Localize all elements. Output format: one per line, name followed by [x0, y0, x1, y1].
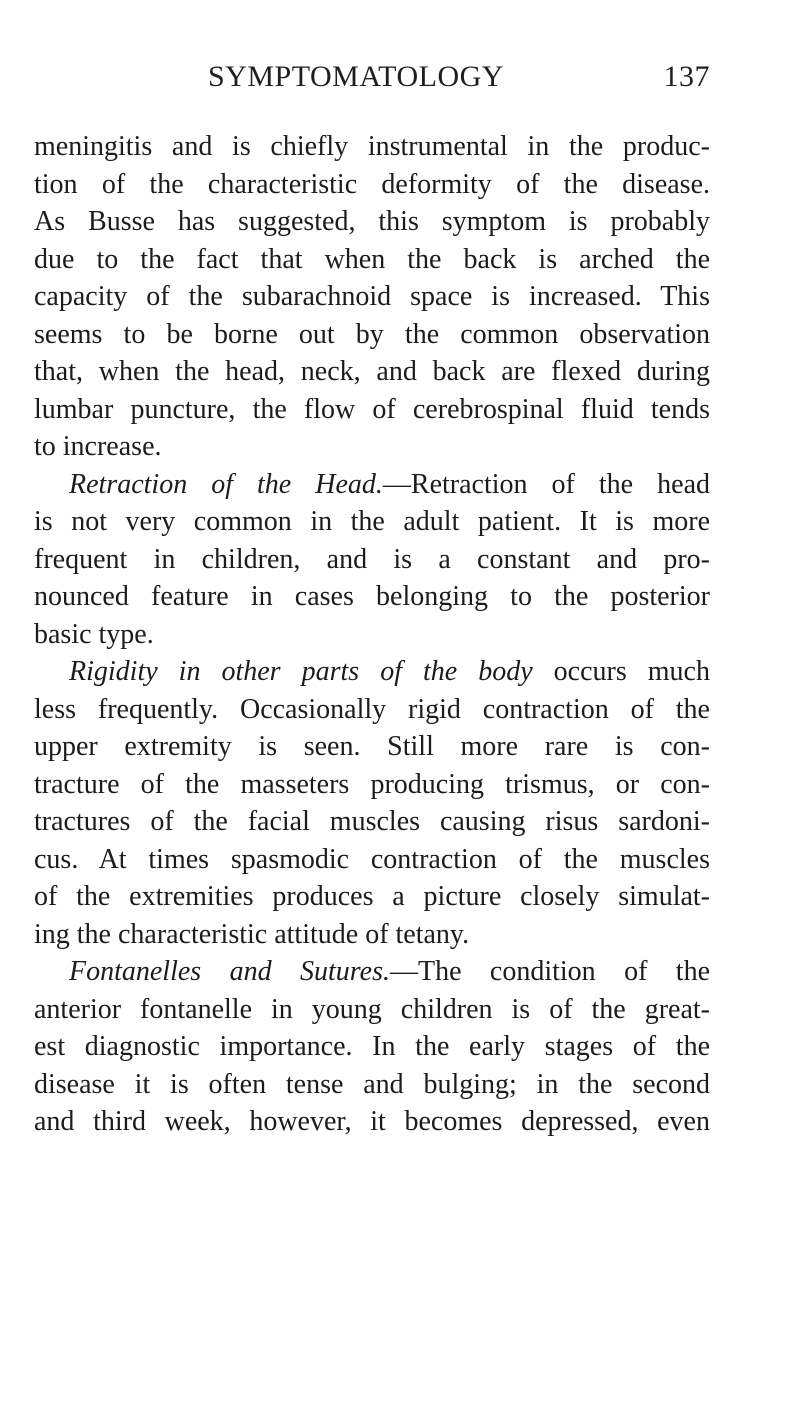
text-line: basic type.	[34, 618, 154, 650]
text-fragment: occurs much	[532, 656, 710, 687]
text-line: capacity of the subarachnoid space is increased. This	[34, 281, 710, 312]
text-line: nounced feature in cases belonging to the posterior	[34, 581, 710, 612]
running-head	[36, 60, 710, 104]
text-line: upper extremity is seen. Still more rare is con-	[34, 731, 710, 762]
paragraph-first-line	[34, 653, 710, 691]
text-line: est diagnostic importance. In the early stages of the	[34, 1031, 710, 1062]
text-line: of the extremities produces a picture closely simulat-	[34, 881, 710, 912]
body-text	[34, 128, 710, 1141]
section-heading-rigidity: Rigidity in other parts of the body	[69, 656, 533, 687]
text-line: frequent in children, and is a constant and pro-	[34, 543, 710, 575]
text-line: lumbar puncture, the flow of cerebrospinal fluid tends	[34, 393, 710, 425]
chapter-title: SYMPTOMATOLOGY	[208, 60, 504, 93]
paragraph-first-line	[34, 953, 710, 991]
text-line: and third week, however, it becomes depressed, even	[34, 1106, 710, 1137]
text-fragment: —Retraction of the head	[382, 468, 710, 500]
text-line: ing the characteristic attitude of tetany.	[34, 918, 470, 950]
text-line: tracture of the masseters producing trismus, or con-	[34, 768, 710, 800]
text-line: is not very common in the adult patient. It is more	[34, 506, 710, 537]
text-line: to increase.	[34, 431, 162, 462]
page-number: 137	[663, 60, 710, 93]
text-line: that, when the head, neck, and back are flexed during	[34, 356, 710, 387]
text-line: tractures of the facial muscles causing risus sardoni-	[34, 806, 710, 837]
text-line: tion of the characteristic deformity of the disease.	[34, 168, 710, 200]
section-heading-retraction: Retraction of the Head.	[69, 468, 383, 500]
section-heading-fontanelles: Fontanelles and Sutures.	[69, 956, 390, 987]
paragraph-first-line	[34, 466, 710, 504]
text-fragment: —The condition of the	[389, 956, 711, 987]
text-line: less frequently. Occasionally rigid contraction of the	[34, 693, 710, 725]
text-line: due to the fact that when the back is arched the	[34, 243, 710, 275]
text-line: seems to be borne out by the common observation	[34, 318, 710, 350]
text-line: meningitis and is chiefly instrumental in the produc-	[34, 131, 710, 162]
text-line: cus. At times spasmodic contraction of the muscles	[34, 843, 710, 875]
text-line: disease it is often tense and bulging; in the second	[34, 1068, 710, 1100]
text-line: As Busse has suggested, this symptom is probably	[34, 206, 710, 237]
text-line: anterior fontanelle in young children is of the great-	[34, 993, 710, 1025]
